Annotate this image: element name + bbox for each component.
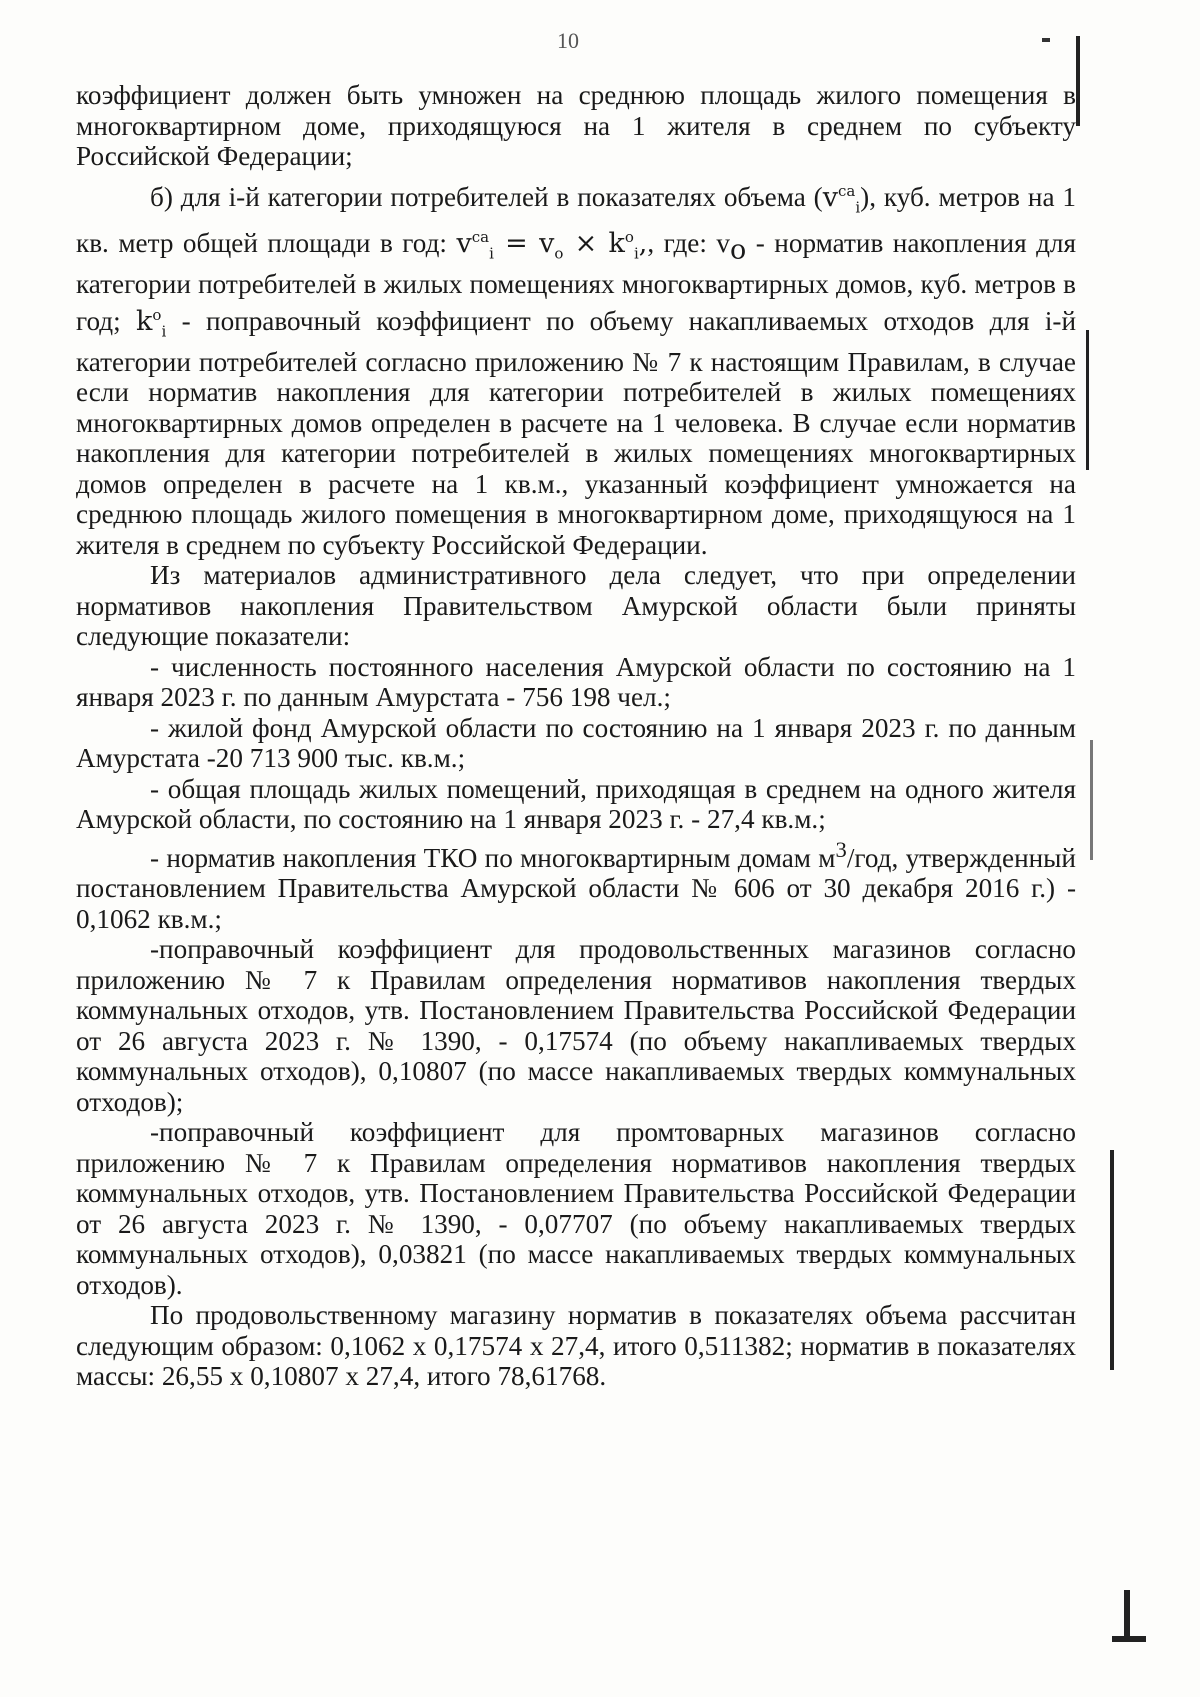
formula-vo-sub: o xyxy=(730,234,747,266)
paragraph-calculation: По продовольственному магазину норматив в показателях объема рассчитан следующим образом: 0,1062 х 0,17574 х 27,4, итого 0,511382; норматив в показателях массы: 26,55 х 0,10807 х 27,4, итого 78,61768. xyxy=(76,1300,1076,1392)
paragraph-2-intro: б) для i-й категории потребителей в показателях объема ( xyxy=(150,181,823,212)
paragraph-2-where: , где: v xyxy=(647,228,730,259)
scan-edge xyxy=(1110,1150,1114,1370)
list-item-area-per-resident: - общая площадь жилых помещений, приходящая в среднем на одного жителя Амурской области, по состоянию на 1 января 2023 г. - 27,4 кв.м.; xyxy=(76,773,1076,835)
paragraph-1: коэффициент должен быть умножен на среднюю площадь жилого помещения в многоквартирном доме, приходящуюся на 1 жителя в среднем по субъекту Российской Федерации; xyxy=(76,80,1076,171)
paragraph-2-units: ), куб. метров на 1 кв. метр общей площади в год: xyxy=(76,181,1076,259)
list-item-industrial-stores: -поправочный коэффициент для промтоварных магазинов согласно приложению № 7 к Правилам определения нормативов накопления твердых коммунальных отходов, утв. Постановлением Правительства Российской Федерации от 26 августа 2023 г. № 1390, - 0,07707 (по объему накапливаемых твердых коммунальных отходов), 0,03821 (по массе накапливаемых твердых коммунальных отходов). xyxy=(76,1117,1076,1300)
page-number: 10 xyxy=(557,28,579,53)
formula-main: $v^{ca}_i = v_o \times k^o_i$, xyxy=(456,228,648,263)
scan-edge xyxy=(1112,1636,1146,1642)
paragraph-2-ki-def: - поправочный коэффициент по объему накапливаемых отходов для i-й категории потребителей согласно приложению № 7 к настоящим Правилам, в случае если норматив накопления для категории потребителей в жилых помещениях многоквартирных домов определен в расчете на 1 человека. В случае если норматив накопления для категории потребителей в жилых помещениях многоквартирных домов определен в расчете на 1 кв.м., указанный коэффициент умножается на среднюю площадь жилого помещения в многоквартирном доме, приходящуюся на 1 жителя в среднем по субъекту Российской Федерации. xyxy=(76,305,1077,560)
list-item-population: - численность постоянного населения Амурской области по состоянию на 1 января 2023 г. по данным Амурстата - 756 198 чел.; xyxy=(76,651,1076,713)
formula-vi-ca: $v^{ca}_i$ xyxy=(822,181,861,216)
scan-edge xyxy=(1090,740,1093,860)
scan-edge xyxy=(1124,1590,1130,1640)
paragraph-2 xyxy=(76,176,1076,561)
formula-ki-o: $k^o_i$ xyxy=(136,305,167,341)
list-item-food-stores: -поправочный коэффициент для продовольственных магазинов согласно приложению № 7 к Правилам определения нормативов накопления твердых коммунальных отходов, утв. Постановлением Правительства Российской Федерации от 26 августа 2023 г. № 1390, - 0,17574 (по объему накапливаемых твердых коммунальных отходов), 0,10807 (по массе накапливаемых твердых коммунальных отходов); xyxy=(76,934,1076,1117)
list-item-tko-norm: - норматив накопления ТКО по многоквартирным домам $м^3$/год, утвержденный постановлением Правительства Амурской области № 606 от 30 декабря 2016 г.) - 0,1062 кв.м.; xyxy=(76,836,1076,934)
paragraph-3: Из материалов административного дела следует, что при определении нормативов накопления Правительством Амурской области были приняты следующие показатели: xyxy=(76,560,1076,652)
paragraph-2-vo-def: - норматив накопления для категории потребителей в жилых помещениях многоквартирных домов, куб. метров в год; xyxy=(76,228,1077,336)
list-item-housing-stock: - жилой фонд Амурской области по состоянию на 1 января 2023 г. по данным Амурстата -20 713 900 тыс. кв.м.; xyxy=(76,712,1076,774)
scan-edge xyxy=(1076,36,1080,126)
scan-edge xyxy=(1086,330,1089,470)
document-body xyxy=(76,80,1076,1392)
scan-mark xyxy=(1042,38,1050,42)
